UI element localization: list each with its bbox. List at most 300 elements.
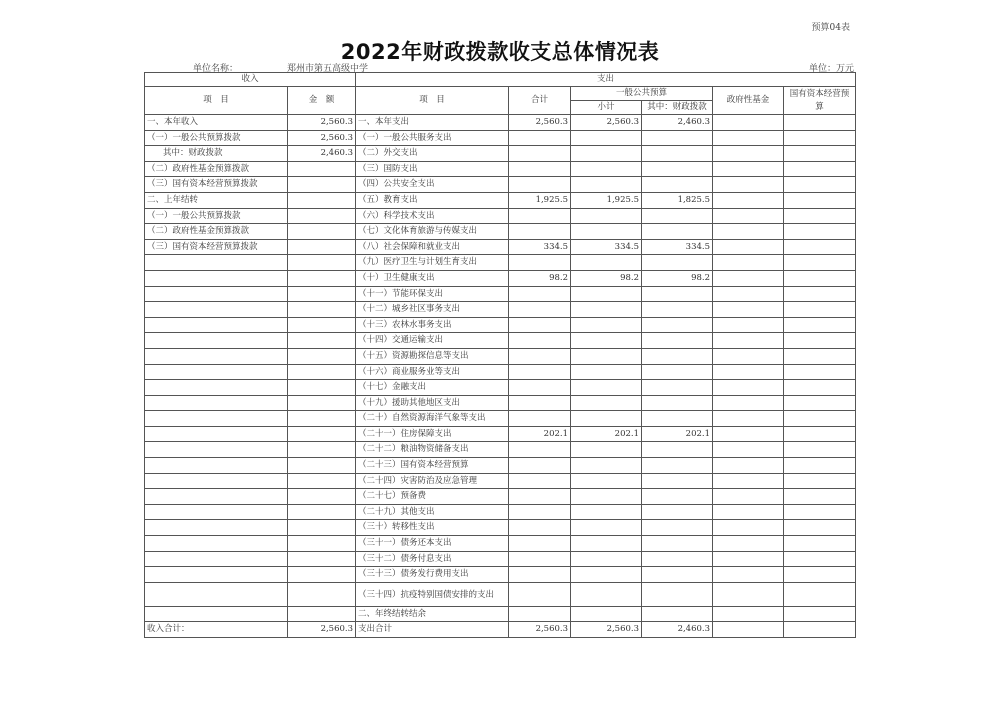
expense-header: 支出 — [356, 73, 856, 87]
subtotal-cell: 2,560.3 — [571, 115, 642, 131]
income-item-cell: （一）一般公共预算拨款 — [145, 208, 288, 224]
income-item-cell — [145, 551, 288, 567]
fiscal-cell — [642, 333, 713, 349]
state-capital-cell — [784, 239, 856, 255]
fiscal-cell — [642, 286, 713, 302]
income-item-cell: 一、本年收入 — [145, 115, 288, 131]
subtotal-cell — [571, 395, 642, 411]
expense-item-cell: （十一）节能环保支出 — [356, 286, 509, 302]
total-cell — [509, 302, 571, 318]
income-amount-cell — [288, 224, 356, 240]
table-row — [145, 426, 856, 442]
fiscal-cell — [642, 411, 713, 427]
gov-fund-cell — [713, 567, 784, 583]
table-row — [145, 458, 856, 474]
income-amount-cell — [288, 551, 356, 567]
fiscal-cell: 2,460.3 — [642, 115, 713, 131]
subtotal-cell — [571, 255, 642, 271]
income-item-cell — [145, 606, 288, 622]
fiscal-cell — [642, 364, 713, 380]
income-item-cell — [145, 567, 288, 583]
gov-fund-cell — [713, 208, 784, 224]
total-cell: 2,560.3 — [509, 622, 571, 638]
fiscal-cell — [642, 348, 713, 364]
subtotal-cell: 98.2 — [571, 270, 642, 286]
state-capital-cell — [784, 536, 856, 552]
gov-fund-cell — [713, 426, 784, 442]
total-cell — [509, 177, 571, 193]
income-amount-cell — [288, 458, 356, 474]
income-item-cell — [145, 286, 288, 302]
gov-fund-cell — [713, 551, 784, 567]
income-amount-header: 金 额 — [288, 87, 356, 115]
gov-fund-cell — [713, 348, 784, 364]
total-cell — [509, 364, 571, 380]
expense-item-cell: （十二）城乡社区事务支出 — [356, 302, 509, 318]
total-cell — [509, 458, 571, 474]
income-item-cell — [145, 270, 288, 286]
table-row — [145, 192, 856, 208]
subtotal-cell: 334.5 — [571, 239, 642, 255]
gov-fund-cell — [713, 504, 784, 520]
income-item-cell — [145, 458, 288, 474]
fiscal-cell: 334.5 — [642, 239, 713, 255]
total-cell — [509, 146, 571, 162]
gov-fund-cell — [713, 115, 784, 131]
gov-fund-cell — [713, 177, 784, 193]
state-capital-cell — [784, 504, 856, 520]
subtotal-cell — [571, 317, 642, 333]
fiscal-cell — [642, 458, 713, 474]
subtotal-cell — [571, 606, 642, 622]
expense-item-cell: （十九）援助其他地区支出 — [356, 395, 509, 411]
expense-item-cell: 二、年终结转结余 — [356, 606, 509, 622]
fiscal-cell — [642, 504, 713, 520]
state-capital-cell — [784, 411, 856, 427]
subtotal-cell — [571, 411, 642, 427]
income-amount-cell — [288, 239, 356, 255]
income-item-cell: （二）政府性基金预算拨款 — [145, 224, 288, 240]
expense-item-cell: 一、本年支出 — [356, 115, 509, 131]
subtotal-cell — [571, 473, 642, 489]
income-amount-cell: 2,560.3 — [288, 130, 356, 146]
subtotal-cell — [571, 364, 642, 380]
expense-item-cell: （十七）金融支出 — [356, 380, 509, 396]
income-amount-cell — [288, 177, 356, 193]
gov-fund-cell — [713, 302, 784, 318]
table-row — [145, 224, 856, 240]
total-cell — [509, 380, 571, 396]
subtotal-cell — [571, 146, 642, 162]
table-row — [145, 551, 856, 567]
total-cell — [509, 567, 571, 583]
income-amount-cell — [288, 208, 356, 224]
subtotal-cell — [571, 380, 642, 396]
state-capital-cell — [784, 520, 856, 536]
income-item-cell: 二、上年结转 — [145, 192, 288, 208]
total-cell — [509, 473, 571, 489]
state-capital-cell — [784, 146, 856, 162]
expense-item-cell: （三十）转移性支出 — [356, 520, 509, 536]
gov-fund-cell — [713, 255, 784, 271]
income-item-cell — [145, 317, 288, 333]
income-amount-cell — [288, 395, 356, 411]
subtotal-cell — [571, 177, 642, 193]
fiscal-cell: 98.2 — [642, 270, 713, 286]
expense-item-cell: （七）文化体育旅游与传媒支出 — [356, 224, 509, 240]
total-cell — [509, 536, 571, 552]
gov-fund-cell — [713, 161, 784, 177]
total-cell — [509, 208, 571, 224]
income-item-cell — [145, 520, 288, 536]
expense-item-cell: （三十三）债务发行费用支出 — [356, 567, 509, 583]
fiscal-cell — [642, 606, 713, 622]
expense-item-cell: （十三）农林水事务支出 — [356, 317, 509, 333]
total-cell — [509, 348, 571, 364]
fiscal-cell — [642, 380, 713, 396]
income-amount-cell — [288, 364, 356, 380]
subtotal-cell — [571, 520, 642, 536]
subtotal-cell: 202.1 — [571, 426, 642, 442]
total-cell — [509, 333, 571, 349]
state-capital-cell — [784, 333, 856, 349]
expense-item-cell: （九）医疗卫生与计划生育支出 — [356, 255, 509, 271]
total-cell: 334.5 — [509, 239, 571, 255]
state-capital-cell — [784, 606, 856, 622]
gov-fund-cell — [713, 224, 784, 240]
expense-item-cell: （六）科学技术支出 — [356, 208, 509, 224]
table-row — [145, 606, 856, 622]
total-cell — [509, 161, 571, 177]
table-row — [145, 364, 856, 380]
gov-fund-header: 政府性基金 — [713, 87, 784, 115]
table-row — [145, 208, 856, 224]
income-item-cell — [145, 489, 288, 505]
gov-fund-cell — [713, 489, 784, 505]
gov-fund-cell — [713, 536, 784, 552]
gov-fund-cell — [713, 442, 784, 458]
total-cell — [509, 442, 571, 458]
income-item-cell — [145, 333, 288, 349]
table-row — [145, 146, 856, 162]
expense-item-cell: （二十四）灾害防治及应急管理 — [356, 473, 509, 489]
state-capital-cell — [784, 582, 856, 606]
table-row — [145, 489, 856, 505]
table-row — [145, 161, 856, 177]
expense-item-cell: （二十）自然资源海洋气象等支出 — [356, 411, 509, 427]
income-amount-cell — [288, 411, 356, 427]
income-item-cell — [145, 442, 288, 458]
expense-item-cell: （十六）商业服务业等支出 — [356, 364, 509, 380]
gov-fund-cell — [713, 333, 784, 349]
table-row — [145, 395, 856, 411]
state-capital-cell — [784, 302, 856, 318]
subtotal-cell — [571, 458, 642, 474]
subtotal-cell — [571, 551, 642, 567]
state-capital-header: 国有资本经营预算 — [784, 87, 856, 115]
income-item-cell — [145, 255, 288, 271]
total-cell — [509, 255, 571, 271]
fiscal-header: 其中：财政拨款 — [642, 101, 713, 115]
gov-fund-cell — [713, 146, 784, 162]
state-capital-cell — [784, 489, 856, 505]
expense-item-cell: （三）国防支出 — [356, 161, 509, 177]
state-capital-cell — [784, 115, 856, 131]
income-amount-cell — [288, 286, 356, 302]
fiscal-cell — [642, 395, 713, 411]
fiscal-cell: 1,825.5 — [642, 192, 713, 208]
state-capital-cell — [784, 364, 856, 380]
income-amount-cell — [288, 567, 356, 583]
table-row — [145, 177, 856, 193]
expense-item-cell: 支出合计 — [356, 622, 509, 638]
gov-fund-cell — [713, 520, 784, 536]
income-amount-cell: 2,560.3 — [288, 115, 356, 131]
state-capital-cell — [784, 622, 856, 638]
fiscal-cell — [642, 146, 713, 162]
income-amount-cell — [288, 606, 356, 622]
expense-item-cell: （二十七）预备费 — [356, 489, 509, 505]
fiscal-cell — [642, 177, 713, 193]
table-row — [145, 333, 856, 349]
state-capital-cell — [784, 551, 856, 567]
gov-fund-cell — [713, 411, 784, 427]
income-item-cell — [145, 582, 288, 606]
income-amount-cell — [288, 255, 356, 271]
gov-fund-cell — [713, 286, 784, 302]
subtotal-cell — [571, 130, 642, 146]
table-row — [145, 442, 856, 458]
state-capital-cell — [784, 208, 856, 224]
fiscal-cell — [642, 536, 713, 552]
income-item-cell: （三）国有资本经营预算拨款 — [145, 177, 288, 193]
page-title: 2022年财政拨款收支总体情况表 — [340, 40, 660, 64]
state-capital-cell — [784, 224, 856, 240]
form-number: 预算04表 — [811, 23, 850, 33]
income-item-cell: 收入合计： — [145, 622, 288, 638]
subtotal-cell — [571, 302, 642, 318]
income-item-cell — [145, 348, 288, 364]
income-amount-cell — [288, 317, 356, 333]
total-cell — [509, 395, 571, 411]
income-item-cell: 其中：财政拨款 — [145, 146, 288, 162]
subtotal-cell — [571, 333, 642, 349]
subtotal-cell: 2,560.3 — [571, 622, 642, 638]
state-capital-cell — [784, 161, 856, 177]
income-amount-cell: 2,460.3 — [288, 146, 356, 162]
income-item-cell: （二）政府性基金预算拨款 — [145, 161, 288, 177]
gov-fund-cell — [713, 473, 784, 489]
expense-item-cell: （三十一）债务还本支出 — [356, 536, 509, 552]
state-capital-cell — [784, 130, 856, 146]
subtotal-cell — [571, 208, 642, 224]
total-cell — [509, 582, 571, 606]
table-row — [145, 270, 856, 286]
state-capital-cell — [784, 286, 856, 302]
income-amount-cell — [288, 536, 356, 552]
table-row — [145, 348, 856, 364]
income-amount-cell — [288, 161, 356, 177]
fiscal-cell — [642, 161, 713, 177]
gov-fund-cell — [713, 380, 784, 396]
income-amount-cell — [288, 520, 356, 536]
gov-fund-cell — [713, 606, 784, 622]
table-row — [145, 504, 856, 520]
income-amount-cell — [288, 582, 356, 606]
total-cell — [509, 504, 571, 520]
total-cell — [509, 520, 571, 536]
income-item-header: 项 目 — [145, 87, 288, 115]
state-capital-cell — [784, 348, 856, 364]
income-amount-cell: 2,560.3 — [288, 622, 356, 638]
fiscal-cell — [642, 489, 713, 505]
state-capital-cell — [784, 317, 856, 333]
income-item-cell: （三）国有资本经营预算拨款 — [145, 239, 288, 255]
expense-item-cell: （一）一般公共服务支出 — [356, 130, 509, 146]
state-capital-cell — [784, 380, 856, 396]
fiscal-cell — [642, 520, 713, 536]
state-capital-cell — [784, 567, 856, 583]
expense-item-cell: （十四）交通运输支出 — [356, 333, 509, 349]
expense-item-cell: （二十二）粮油物资储备支出 — [356, 442, 509, 458]
expense-item-cell: （三十四）抗疫特别国债安排的支出 — [356, 582, 509, 606]
fiscal-cell: 2,460.3 — [642, 622, 713, 638]
fiscal-cell — [642, 208, 713, 224]
table-row — [145, 622, 856, 638]
fiscal-cell — [642, 317, 713, 333]
fiscal-cell — [642, 224, 713, 240]
gov-fund-cell — [713, 582, 784, 606]
income-item-cell — [145, 395, 288, 411]
expense-item-cell: （二）外交支出 — [356, 146, 509, 162]
subtotal-header: 小计 — [571, 101, 642, 115]
gov-fund-cell — [713, 270, 784, 286]
unit-name-label: 单位名称： — [193, 64, 239, 74]
total-cell — [509, 606, 571, 622]
subtotal-cell — [571, 582, 642, 606]
expense-item-cell: （二十三）国有资本经营预算 — [356, 458, 509, 474]
fiscal-cell — [642, 130, 713, 146]
income-amount-cell — [288, 380, 356, 396]
table-row — [145, 130, 856, 146]
income-item-cell: （一）一般公共预算拨款 — [145, 130, 288, 146]
expense-item-cell: （二十一）住房保障支出 — [356, 426, 509, 442]
state-capital-cell — [784, 192, 856, 208]
state-capital-cell — [784, 177, 856, 193]
income-amount-cell — [288, 302, 356, 318]
fiscal-cell — [642, 442, 713, 458]
table-row — [145, 582, 856, 606]
total-header: 合计 — [509, 87, 571, 115]
subtotal-cell — [571, 442, 642, 458]
fiscal-cell — [642, 302, 713, 318]
total-cell — [509, 411, 571, 427]
unit-measure: 单位：万元 — [808, 64, 854, 74]
state-capital-cell — [784, 255, 856, 271]
income-item-cell — [145, 380, 288, 396]
state-capital-cell — [784, 442, 856, 458]
state-capital-cell — [784, 395, 856, 411]
income-amount-cell — [288, 192, 356, 208]
income-amount-cell — [288, 504, 356, 520]
expense-item-cell: （十五）资源勘探信息等支出 — [356, 348, 509, 364]
total-cell: 2,560.3 — [509, 115, 571, 131]
expense-item-cell: （十）卫生健康支出 — [356, 270, 509, 286]
gov-fund-cell — [713, 395, 784, 411]
state-capital-cell — [784, 458, 856, 474]
gov-fund-cell — [713, 317, 784, 333]
table-row — [145, 239, 856, 255]
fiscal-cell — [642, 255, 713, 271]
gov-fund-cell — [713, 130, 784, 146]
income-amount-cell — [288, 473, 356, 489]
gov-fund-cell — [713, 192, 784, 208]
table-row — [145, 411, 856, 427]
total-cell — [509, 224, 571, 240]
expense-item-cell: （四）公共安全支出 — [356, 177, 509, 193]
subtotal-cell — [571, 224, 642, 240]
total-cell: 202.1 — [509, 426, 571, 442]
income-item-cell — [145, 504, 288, 520]
unit-name-value: 郑州市第五高级中学 — [287, 64, 369, 74]
table-row — [145, 380, 856, 396]
table-row — [145, 473, 856, 489]
state-capital-cell — [784, 270, 856, 286]
income-amount-cell — [288, 348, 356, 364]
subtotal-cell — [571, 161, 642, 177]
general-budget-header: 一般公共预算 — [571, 87, 713, 101]
income-amount-cell — [288, 426, 356, 442]
expense-item-cell: （三十二）债务付息支出 — [356, 551, 509, 567]
income-amount-cell — [288, 489, 356, 505]
table-row — [145, 536, 856, 552]
fiscal-cell — [642, 473, 713, 489]
total-cell — [509, 489, 571, 505]
total-cell — [509, 551, 571, 567]
income-amount-cell — [288, 442, 356, 458]
gov-fund-cell — [713, 622, 784, 638]
total-cell — [509, 286, 571, 302]
income-item-cell — [145, 426, 288, 442]
table-row — [145, 302, 856, 318]
income-item-cell — [145, 364, 288, 380]
state-capital-cell — [784, 473, 856, 489]
fiscal-cell — [642, 567, 713, 583]
subtotal-cell — [571, 536, 642, 552]
gov-fund-cell — [713, 458, 784, 474]
gov-fund-cell — [713, 364, 784, 380]
fiscal-cell — [642, 551, 713, 567]
subtotal-cell — [571, 567, 642, 583]
total-cell: 98.2 — [509, 270, 571, 286]
table-row — [145, 286, 856, 302]
total-cell — [509, 317, 571, 333]
subtotal-cell — [571, 489, 642, 505]
income-header: 收入 — [145, 73, 356, 87]
total-cell: 1,925.5 — [509, 192, 571, 208]
subtotal-cell — [571, 348, 642, 364]
subtotal-cell: 1,925.5 — [571, 192, 642, 208]
income-item-cell — [145, 302, 288, 318]
income-item-cell — [145, 411, 288, 427]
expense-item-cell: （二十九）其他支出 — [356, 504, 509, 520]
table-row — [145, 255, 856, 271]
income-amount-cell — [288, 270, 356, 286]
state-capital-cell — [784, 426, 856, 442]
fiscal-cell — [642, 582, 713, 606]
table-row — [145, 317, 856, 333]
fiscal-cell: 202.1 — [642, 426, 713, 442]
